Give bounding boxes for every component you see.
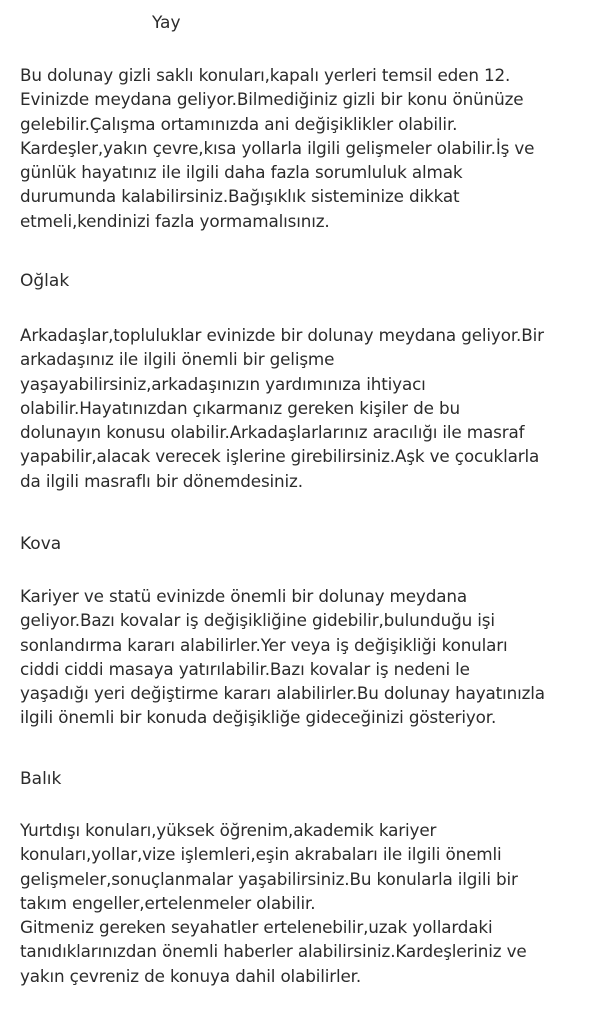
text-line: Kariyer ve statü evinizde önemli bir dolunay meydana <box>20 586 467 606</box>
text-line: yakın çevreniz de konuya dahil olabilirler. <box>20 965 362 986</box>
text-line: Arkadaşlar,topluluklar evinizde bir dolunay meydana geliyor.Bir <box>20 325 544 345</box>
text-line: tanıdıklarınızdan önemli haberler alabilirsiniz.Kardeşleriniz ve <box>20 941 527 962</box>
text-line: yapabilir,alacak verecek işlerine girebilirsiniz.Aşk ve çocuklarla <box>20 446 540 467</box>
text-line: dolunayın konusu olabilir.Arkadaşlarlarınız aracılığı ile masraf <box>20 422 525 443</box>
text-line: arkadaşınız ile ilgili önemli bir gelişme <box>20 349 335 370</box>
section-title-kova: Kova <box>20 534 62 554</box>
text-line: ciddi ciddi masaya yatırılabilir.Bazı kovalar iş nedeni le <box>20 658 470 679</box>
section-body-balik <box>20 818 527 988</box>
text-line: yaşayabilirsiniz,arkadaşınızın yardımınıza ihtiyacı <box>20 373 426 394</box>
text-line: Gitmeniz gereken seyahatler ertelenebilir,uzak yollardaki <box>20 917 493 938</box>
text-line: Evinizde meydana geliyor.Bilmediğiniz gizli bir konu önünüze <box>20 89 524 110</box>
text-line: da ilgili masraflı bir dönemdesiniz. <box>20 470 303 491</box>
text-line: takım engeller,ertelenmeler olabilir. <box>20 892 316 913</box>
text-line: Kardeşler,yakın çevre,kısa yollarla ilgili gelişmeler olabilir.İş ve <box>20 137 535 158</box>
text-line: sonlandırma kararı alabilirler.Yer veya iş değişikliği konuları <box>20 634 508 655</box>
section-title-yay: Yay <box>152 13 181 33</box>
text-line: ilgili önemli bir konuda değişikliğe gideceğinizi gösteriyor. <box>20 707 497 728</box>
text-line: konuları,yollar,vize işlemleri,eşin akrabaları ile ilgili önemli <box>20 844 502 865</box>
text-line: olabilir.Hayatınızdan çıkarmanız gereken kişiler de bu <box>20 397 460 418</box>
text-line: günlük hayatınız ile ilgili daha fazla sorumluluk almak <box>20 162 463 183</box>
section-title-oglak: Oğlak <box>20 271 70 291</box>
text-line: geliyor.Bazı kovalar iş değişikliğine gidebilir,bulunduğu işi <box>20 610 495 631</box>
text-line: durumunda kalabilirsiniz.Bağışıklık sisteminize dikkat <box>20 186 460 207</box>
text-line: etmeli,kendinizi fazla yormamalısınız. <box>20 210 330 231</box>
text-line: Bu dolunay gizli saklı konuları,kapalı yerleri temsil eden 12. <box>20 65 511 85</box>
text-line: yaşadığı yeri değiştirme kararı alabilirler.Bu dolunay hayatınızla <box>20 683 545 704</box>
text-line: gelebilir.Çalışma ortamınızda ani değişiklikler olabilir. <box>20 113 458 134</box>
section-body-yay <box>20 63 534 233</box>
section-title-balik: Balık <box>20 769 62 789</box>
text-line: Yurtdışı konuları,yüksek öğrenim,akademik kariyer <box>20 820 437 840</box>
section-body-kova <box>20 584 545 730</box>
text-line: gelişmeler,sonuçlanmalar yaşabilirsiniz.Bu konularla ilgili bir <box>20 868 518 889</box>
section-body-oglak <box>20 323 544 493</box>
